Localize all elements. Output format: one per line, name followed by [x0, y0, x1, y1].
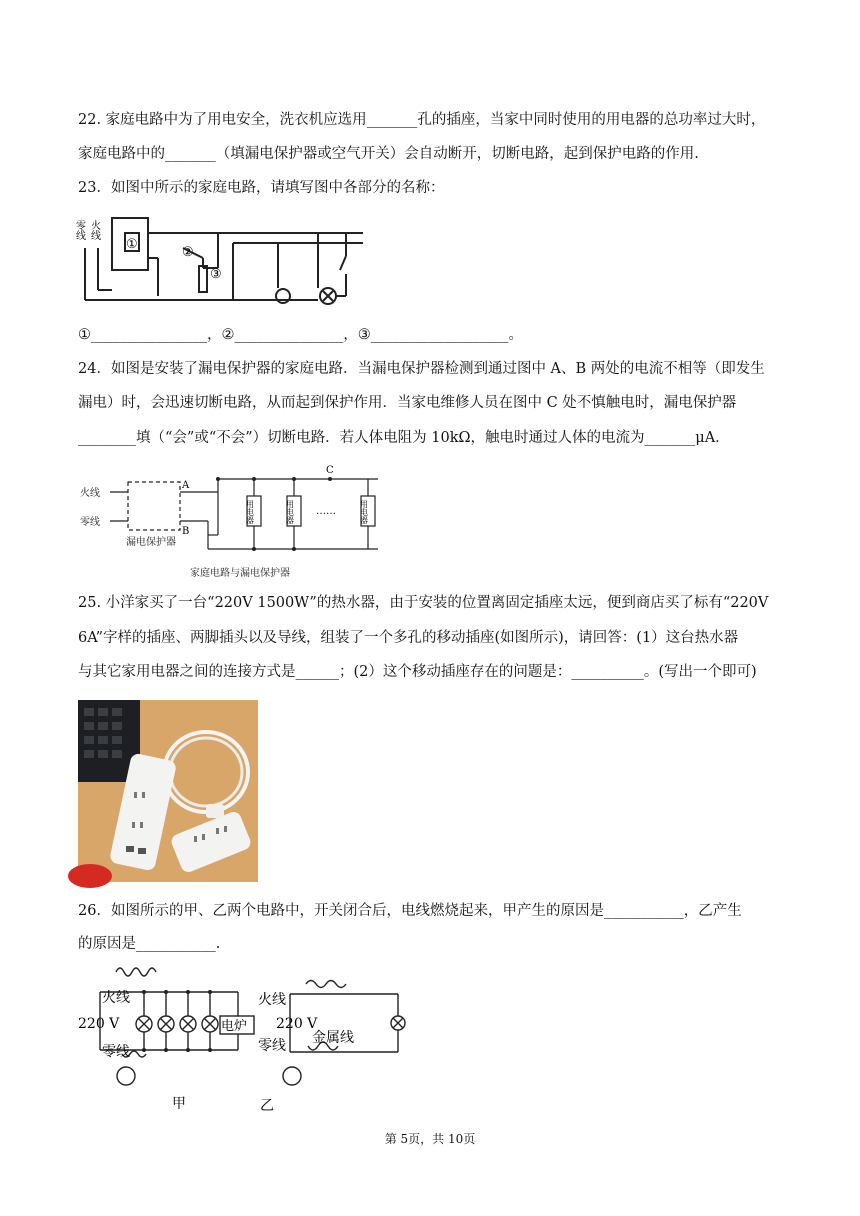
q26-metal-label: 金属线 [312, 1030, 354, 1046]
q24-neutral-label: 零线 [80, 517, 100, 528]
q26-stove-label: 电炉 [221, 1019, 248, 1034]
q22-line1: 22. 家庭电路中为了用电安全，洗衣机应选用_______孔的插座，当家中同时使用的用电器的总功率过大时， [78, 112, 766, 128]
q26-yi-live-label: 火线 [258, 992, 286, 1008]
q24-line3: ________填（“会”或“不会”）切断电路．若人体电阻为 10kΩ，触电时通过人体的电流为_______μA． [78, 430, 730, 446]
q24-circuit-diagram [78, 462, 388, 582]
q25-line1: 25. 小洋家买了一台“220V 1500W”的热水器，由于安装的位置离固定插座太远，便到商店买了标有“220V [78, 595, 769, 611]
q24-label-c: C [326, 465, 334, 476]
q24-box-label: 漏电保护器 [126, 537, 176, 548]
q24-dots: …… [316, 506, 336, 517]
q24-caption: 家庭电路与漏电保护器 [190, 568, 290, 579]
q26-yi-label: 乙 [260, 1098, 274, 1114]
q25-line2: 6A”字样的插座、两脚插头以及导线，组装了一个多孔的移动插座(如图所示)，请回答：(1）这台热水器 [78, 630, 739, 646]
q26-yi-voltage: 220 V [276, 1016, 318, 1032]
q23-text: 23．如图中所示的家庭电路，请填写图中各部分的名称： [78, 180, 445, 196]
q23-neutral-label: 零线 [73, 220, 85, 240]
q26-jia-live-label: 火线 [102, 990, 130, 1006]
q24-appliance-1: 用电器 [245, 500, 255, 524]
q23-circuit-diagram [73, 208, 363, 310]
q26-yi-neutral-label: 零线 [258, 1038, 286, 1054]
q23-label-3: ③ [210, 267, 222, 282]
q24-appliance-2: 用电器 [285, 500, 295, 524]
q22-line2: 家庭电路中的_______（填漏电保护器或空气开关）会自动断开，切断电路，起到保护电路的作用. [78, 146, 699, 162]
q25-power-strip-photo [78, 700, 258, 882]
q24-appliance-3: 用电器 [359, 500, 369, 524]
q23-label-1: ① [126, 237, 138, 252]
q23-answers: ①________________，②_______________，③___________________。 [78, 327, 523, 343]
q26-jia-label: 甲 [172, 1096, 186, 1112]
q26-line1: 26．如图所示的甲、乙两个电路中，开关闭合后，电线燃烧起来，甲产生的原因是___________，乙产生 [78, 903, 742, 919]
q26-jia-neutral-label: 零线 [102, 1044, 130, 1060]
q24-live-label: 火线 [80, 488, 100, 499]
page-footer: 第 5页，共 10页 [384, 1132, 476, 1146]
q24-label-a: A [182, 480, 190, 491]
q25-line3: 与其它家用电器之间的连接方式是______；(2）这个移动插座存在的问题是：__________。(写出一个即可) [78, 664, 757, 680]
q24-line2: 漏电）时，会迅速切断电路，从而起到保护作用．当家电维修人员在图中 C 处不慎触电时，漏电保护器 [78, 395, 737, 411]
q26-line2: 的原因是___________. [78, 936, 221, 952]
q26-circuit-diagrams [78, 966, 408, 1116]
q26-jia-voltage: 220 V [78, 1016, 120, 1032]
q24-label-b: B [182, 526, 190, 537]
q23-label-2: ② [182, 245, 194, 260]
q23-live-label: 火线 [88, 220, 100, 240]
q24-line1: 24．如图是安装了漏电保护器的家庭电路．当漏电保护器检测到通过图中 A、B 两处的电流不相等（即发生 [78, 361, 765, 377]
